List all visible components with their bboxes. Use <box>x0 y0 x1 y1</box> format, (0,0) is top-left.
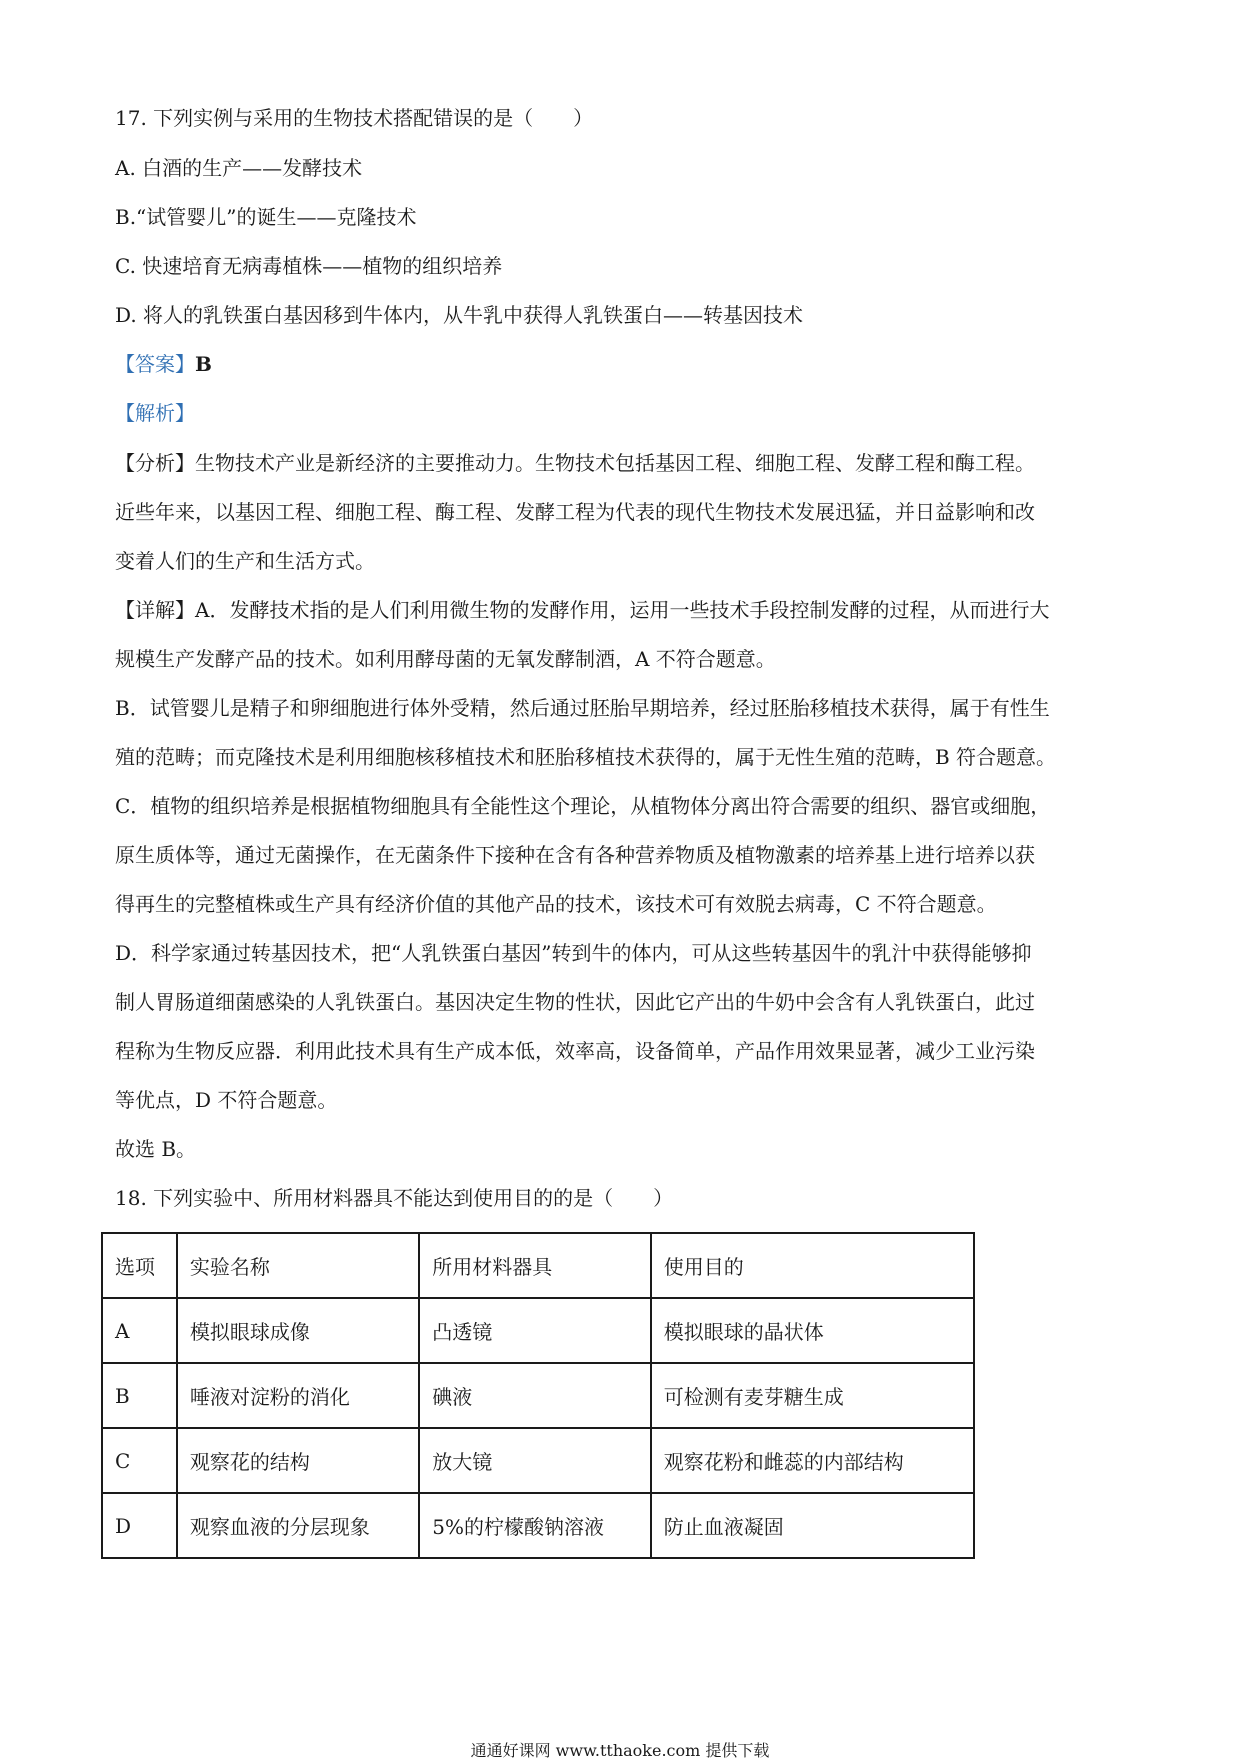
explanation-line: C．植物的组织培养是根据植物细胞具有全能性这个理论，从植物体分离出符合需要的组织、器官或细胞， <box>115 794 1051 818</box>
table-cell: C <box>102 1428 177 1493</box>
answer-value: B <box>195 352 212 376</box>
explanation-line: 规模生产发酵产品的技术。如利用酵母菌的无氧发酵制酒，A 不符合题意。 <box>115 647 776 671</box>
table-cell: 凸透镜 <box>419 1298 650 1363</box>
table-cell: 观察花粉和雌蕊的内部结构 <box>651 1428 974 1493</box>
q18-question: 18. 下列实验中、所用材料器具不能达到使用目的的是（ ） <box>115 1186 674 1210</box>
explanation-line: 【分析】生物技术产业是新经济的主要推动力。生物技术包括基因工程、细胞工程、发酵工程和酶工程。 <box>115 451 1035 475</box>
q17-answer <box>115 350 212 378</box>
table-cell: B <box>102 1363 177 1428</box>
table-cell: 模拟眼球成像 <box>177 1298 419 1363</box>
explanation-line: 变着人们的生产和生活方式。 <box>115 549 375 573</box>
table-cell: 放大镜 <box>419 1428 650 1493</box>
table-cell: 碘液 <box>419 1363 650 1428</box>
table-cell: 唾液对淀粉的消化 <box>177 1363 419 1428</box>
q17-option-d: D. 将人的乳铁蛋白基因移到牛体内，从牛乳中获得人乳铁蛋白——转基因技术 <box>115 303 804 327</box>
explanation-line: D．科学家通过转基因技术，把“人乳铁蛋白基因”转到牛的体内，可从这些转基因牛的乳汁中获得能够抑 <box>115 941 1032 965</box>
table-row <box>102 1493 974 1558</box>
explanation-line: 制人胃肠道细菌感染的人乳铁蛋白。基因决定生物的性状，因此它产出的牛奶中会含有人乳铁蛋白，此过 <box>115 990 1035 1014</box>
page-footer: 通通好课网 www.tthaoke.com 提供下载 <box>470 1741 770 1760</box>
explanation-line: 等优点，D 不符合题意。 <box>115 1088 338 1112</box>
table-cell: A <box>102 1298 177 1363</box>
table-row <box>102 1428 974 1493</box>
q17-option-a: A. 白酒的生产——发酵技术 <box>115 156 363 180</box>
table-cell: D <box>102 1493 177 1558</box>
header-cell: 使用目的 <box>651 1233 974 1298</box>
table-cell: 模拟眼球的晶状体 <box>651 1298 974 1363</box>
explanation-line: 【详解】A．发酵技术指的是人们利用微生物的发酵作用，运用一些技术手段控制发酵的过程，从而进行大 <box>115 598 1050 622</box>
q17-question: 17. 下列实例与采用的生物技术搭配错误的是（ ） <box>115 106 594 130</box>
explanation-line: 近些年来，以基因工程、细胞工程、酶工程、发酵工程为代表的现代生物技术发展迅猛，并日益影响和改 <box>115 500 1035 524</box>
q17-option-b: B.“试管婴儿”的诞生——克隆技术 <box>115 205 417 229</box>
analysis-tag: 【解析】 <box>115 401 195 425</box>
header-cell: 实验名称 <box>177 1233 419 1298</box>
explanation-line: B．试管婴儿是精子和卵细胞进行体外受精，然后通过胚胎早期培养，经过胚胎移植技术获得，属于有性生 <box>115 696 1050 720</box>
answer-tag: 【答案】 <box>115 352 195 376</box>
explanation-line: 殖的范畴；而克隆技术是利用细胞核移植技术和胚胎移植技术获得的，属于无性生殖的范畴，B 符合题意。 <box>115 745 1057 769</box>
header-cell: 所用材料器具 <box>419 1233 650 1298</box>
table-header-row <box>102 1233 974 1298</box>
table-cell: 观察血液的分层现象 <box>177 1493 419 1558</box>
table-row <box>102 1298 974 1363</box>
table-row <box>102 1363 974 1428</box>
explanation-line: 得再生的完整植株或生产具有经济价值的其他产品的技术，该技术可有效脱去病毒，C 不符合题意。 <box>115 892 997 916</box>
conclusion-line: 故选 B。 <box>115 1137 197 1161</box>
table-cell: 防止血液凝固 <box>651 1493 974 1558</box>
header-cell: 选项 <box>102 1233 177 1298</box>
table-cell: 观察花的结构 <box>177 1428 419 1493</box>
explanation-line: 程称为生物反应器．利用此技术具有生产成本低，效率高，设备简单，产品作用效果显著，减少工业污染 <box>115 1039 1035 1063</box>
table-cell: 5%的柠檬酸钠溶液 <box>419 1493 650 1558</box>
q17-option-c: C. 快速培育无病毒植株——植物的组织培养 <box>115 254 503 278</box>
table-cell: 可检测有麦芽糖生成 <box>651 1363 974 1428</box>
explanation-line: 原生质体等，通过无菌操作，在无菌条件下接种在含有各种营养物质及植物激素的培养基上进行培养以获 <box>115 843 1035 867</box>
q18-table <box>101 1232 975 1559</box>
